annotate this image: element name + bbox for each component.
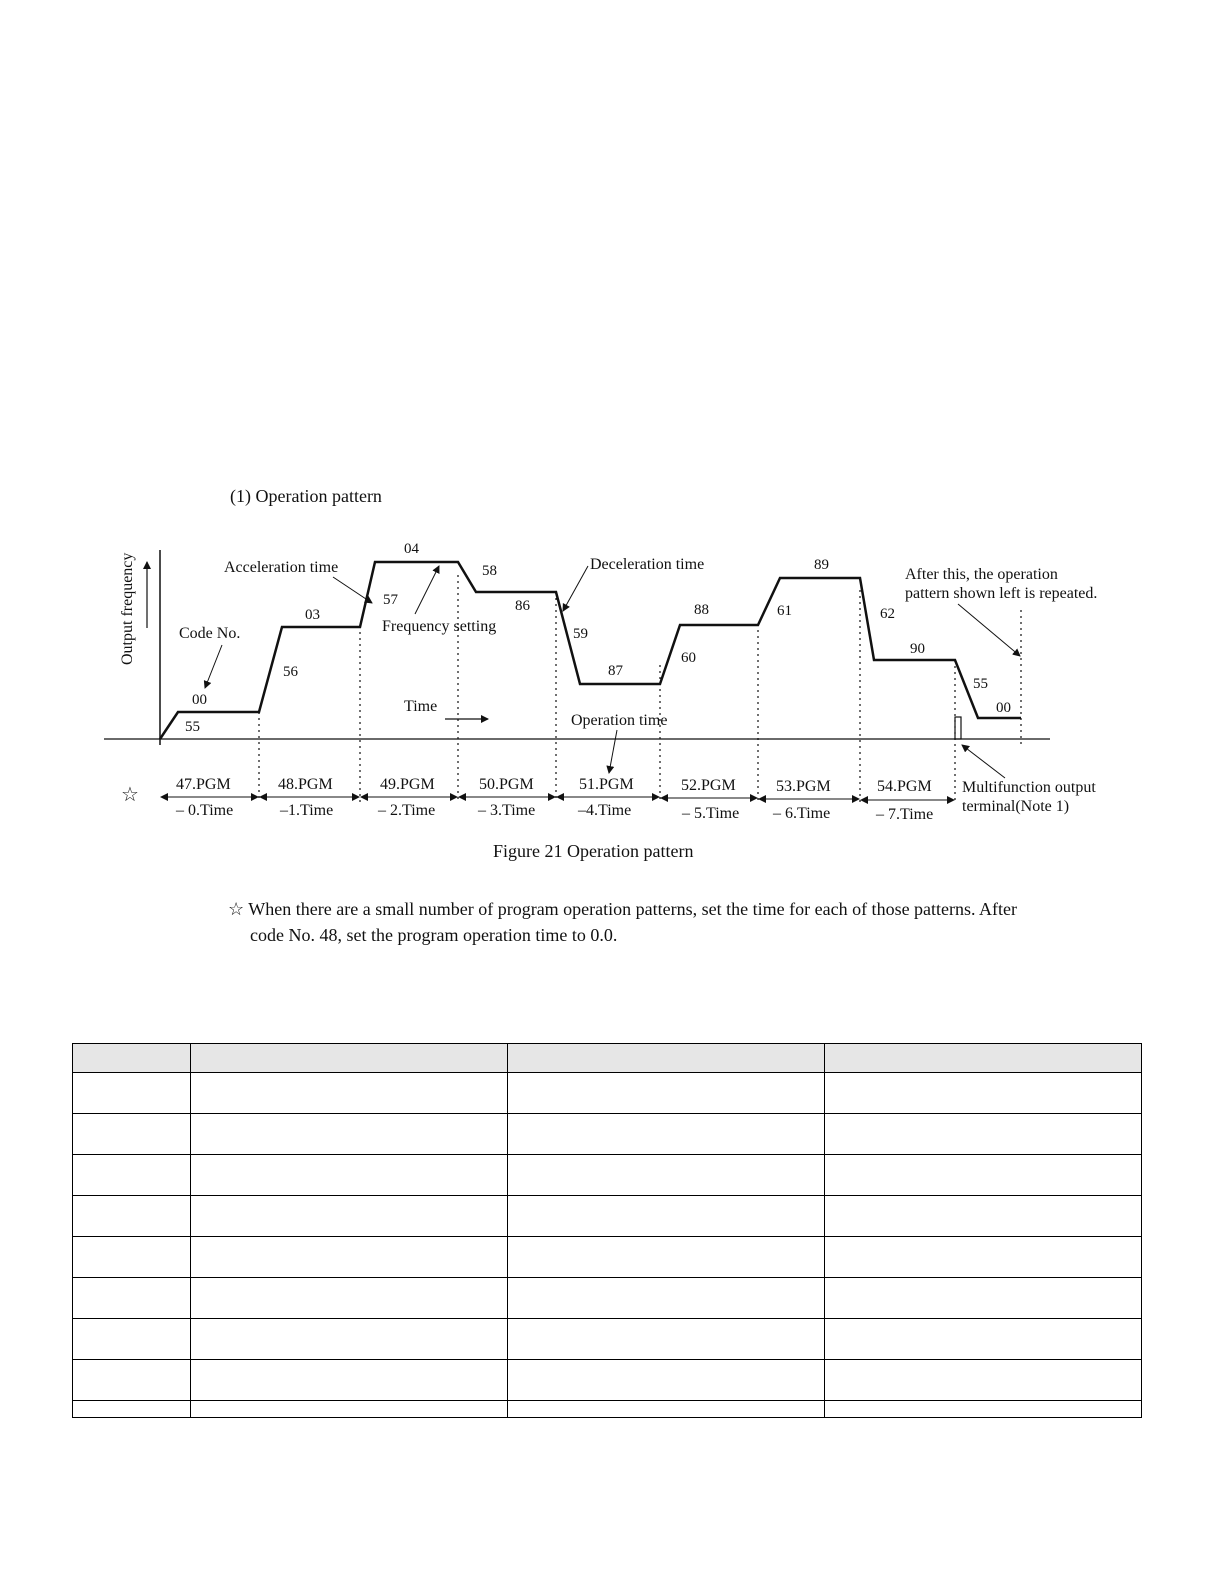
table-cell: [508, 1401, 825, 1418]
segment-pgm: 48.PGM: [278, 776, 333, 793]
code-label: 90: [910, 641, 925, 657]
code-label: 58: [482, 563, 497, 579]
code-label: 56: [283, 664, 298, 680]
table-cell: [73, 1114, 191, 1155]
note-line-2: code No. 48, set the program operation time to 0.0.: [250, 925, 618, 945]
code-label: 00: [192, 692, 207, 708]
note-line-1: ☆ When there are a small number of program operation patterns, set the time for each of those patterns. After: [228, 899, 1018, 919]
table-cell: [825, 1237, 1142, 1278]
operation-time-label: Operation time: [571, 712, 668, 729]
table-row: [73, 1278, 1142, 1319]
table-cell: [508, 1155, 825, 1196]
table-row: [73, 1073, 1142, 1114]
segment-pgm: 51.PGM: [579, 776, 634, 793]
table-cell: [508, 1278, 825, 1319]
table-cell: [191, 1196, 508, 1237]
acceleration-pointer: [333, 577, 372, 603]
code-no-pointer: [205, 645, 222, 688]
code-label: 55: [973, 676, 988, 692]
code-label: 00: [996, 700, 1011, 716]
segment-pgm: 50.PGM: [479, 776, 534, 793]
table-cell: [825, 1073, 1142, 1114]
table-cell: [508, 1073, 825, 1114]
code-label: 55: [185, 719, 200, 735]
table-row: [73, 1044, 1142, 1073]
code-label: 62: [880, 606, 895, 622]
time-label: Time: [404, 698, 438, 715]
note-paragraph: [228, 896, 1128, 948]
repeat-pointer: [958, 604, 1020, 656]
table-cell: [191, 1319, 508, 1360]
table-cell: [191, 1155, 508, 1196]
code-label: 87: [608, 663, 623, 679]
table-row: [73, 1155, 1142, 1196]
table-cell: [508, 1319, 825, 1360]
segment-time: – 5.Time: [682, 805, 740, 822]
table-cell: [825, 1044, 1142, 1073]
time-span-arrows: [161, 797, 954, 800]
table-cell: [73, 1319, 191, 1360]
segment-time: –4.Time: [578, 802, 632, 819]
multifunction-terminal-label: terminal(Note 1): [962, 798, 1070, 815]
segment-time: – 2.Time: [378, 802, 436, 819]
code-no-label: Code No.: [179, 625, 241, 642]
table-cell: [73, 1196, 191, 1237]
table-cell: [73, 1044, 191, 1073]
segment-time: – 6.Time: [773, 805, 831, 822]
multifunction-pointer: [962, 745, 1005, 778]
table-cell: [825, 1319, 1142, 1360]
code-label: 86: [515, 598, 530, 614]
code-label: 57: [383, 592, 398, 608]
segment-pgm: 54.PGM: [877, 778, 932, 795]
table-row: [73, 1237, 1142, 1278]
table-row: [73, 1401, 1142, 1418]
table-cell: [191, 1237, 508, 1278]
table-cell: [825, 1196, 1142, 1237]
acceleration-time-label: Acceleration time: [224, 559, 339, 576]
operation-time-pointer: [609, 730, 617, 773]
deceleration-time-label: Deceleration time: [590, 556, 705, 573]
code-label: 59: [573, 626, 588, 642]
y-axis-label: Output frequency: [119, 552, 136, 665]
table-cell: [73, 1360, 191, 1401]
table-cell: [191, 1073, 508, 1114]
table-cell: [191, 1044, 508, 1073]
code-label: 60: [681, 650, 696, 666]
code-label: 61: [777, 603, 792, 619]
segment-pgm: 47.PGM: [176, 776, 231, 793]
table-cell: [73, 1237, 191, 1278]
frequency-pointer: [415, 566, 439, 614]
table-row: [73, 1114, 1142, 1155]
table-cell: [825, 1278, 1142, 1319]
deceleration-pointer: [563, 566, 588, 611]
table-cell: [73, 1155, 191, 1196]
table-row: [73, 1360, 1142, 1401]
table-cell: [191, 1360, 508, 1401]
frequency-setting-label: Frequency setting: [382, 618, 497, 635]
table-cell: [191, 1278, 508, 1319]
table-cell: [508, 1044, 825, 1073]
segment-pgm: 53.PGM: [776, 778, 831, 795]
segment-pgm: 52.PGM: [681, 777, 736, 794]
table-cell: [825, 1360, 1142, 1401]
section-title: (1) Operation pattern: [230, 486, 382, 506]
repeat-note-line2: pattern shown left is repeated.: [905, 585, 1098, 602]
table-cell: [508, 1237, 825, 1278]
multifunction-output-label: Multifunction output: [962, 779, 1096, 796]
code-label: 88: [694, 602, 709, 618]
table-cell: [191, 1114, 508, 1155]
table-cell: [191, 1401, 508, 1418]
segment-pgm: 49.PGM: [380, 776, 435, 793]
empty-table: [72, 1043, 1142, 1418]
star-icon: ☆: [121, 784, 139, 806]
code-label: 03: [305, 607, 320, 623]
segment-time: –1.Time: [280, 802, 334, 819]
time-dividers: [259, 575, 1021, 802]
multifunction-output-pulse: [955, 717, 961, 739]
table-row: [73, 1319, 1142, 1360]
segment-time: – 0.Time: [176, 802, 234, 819]
code-label: 89: [814, 557, 829, 573]
figure-caption: Figure 21 Operation pattern: [493, 841, 694, 861]
table-cell: [825, 1401, 1142, 1418]
table-cell: [73, 1073, 191, 1114]
table-cell: [825, 1114, 1142, 1155]
table-cell: [508, 1196, 825, 1237]
segment-time: – 3.Time: [478, 802, 536, 819]
table-cell: [508, 1114, 825, 1155]
repeat-note-line1: After this, the operation: [905, 566, 1058, 583]
table-cell: [508, 1360, 825, 1401]
segment-time: – 7.Time: [876, 806, 934, 823]
table-cell: [73, 1278, 191, 1319]
table-cell: [825, 1155, 1142, 1196]
code-label: 04: [404, 541, 419, 557]
table-cell: [73, 1401, 191, 1418]
table-row: [73, 1196, 1142, 1237]
